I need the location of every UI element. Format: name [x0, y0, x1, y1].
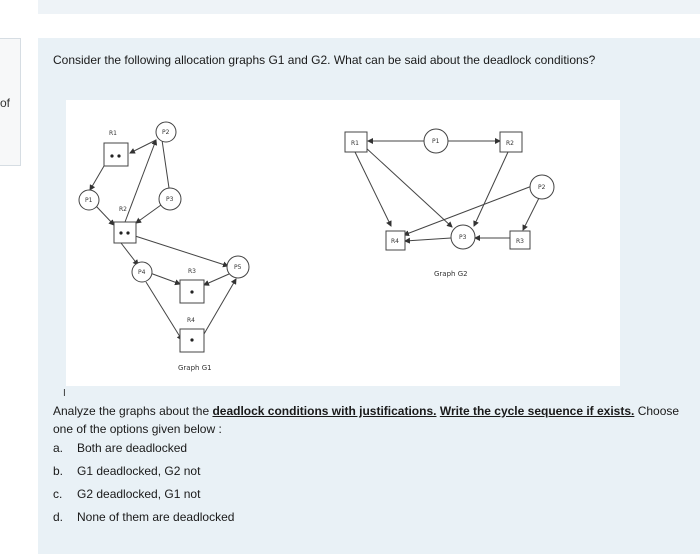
g1-edge-r4-p5	[204, 279, 236, 334]
top-strip	[38, 0, 700, 14]
allocation-graphs-svg	[66, 100, 620, 386]
g2-labels	[351, 138, 546, 278]
g1-caption: Graph G1	[178, 364, 212, 372]
graph-g2	[345, 129, 554, 250]
analyze-underlined-1: deadlock conditions with justifications.	[212, 404, 437, 418]
g1-edge-r1-p1	[90, 166, 104, 190]
g2-r2-label: R2	[506, 140, 514, 147]
g1-r1-label: R1	[109, 130, 117, 137]
g2-edge-r2-p3	[474, 152, 508, 226]
question-text: Consider the following allocation graphs G1 and G2. What can be said about the deadlock conditions?	[53, 53, 596, 67]
g2-edge-r1-p3	[365, 147, 452, 227]
g1-edge-p4-r3	[150, 273, 180, 284]
g1-edge-p4-r4	[146, 282, 182, 340]
option-d[interactable]	[53, 510, 234, 533]
option-text: None of them are deadlocked	[77, 510, 235, 524]
option-letter: b.	[53, 464, 64, 478]
option-c[interactable]	[53, 487, 234, 510]
g2-p3-label: P3	[459, 234, 467, 241]
analyze-suffix: Choose one of the options given below :	[53, 404, 680, 436]
g2-edge-p3-r4	[405, 238, 451, 241]
g1-r2-label: R2	[119, 206, 127, 213]
option-letter: d.	[53, 510, 64, 524]
g1-p5-label: P5	[234, 264, 242, 271]
g1-r4-label: R4	[187, 317, 195, 324]
g2-edge-r1-r4	[355, 152, 391, 226]
analyze-prefix: Analyze the graphs about the	[53, 404, 213, 418]
option-letter: c.	[53, 487, 63, 501]
g1-p1-label: P1	[85, 197, 93, 204]
g1-edge-p1-r2	[96, 206, 114, 225]
g2-p2-label: P2	[538, 184, 546, 191]
g1-edge-r2-p2	[125, 140, 156, 222]
g2-r4-label: R4	[391, 238, 399, 245]
g1-edge-r2-p4	[121, 243, 138, 265]
option-b[interactable]	[53, 464, 234, 487]
g1-p3-label: P3	[166, 196, 174, 203]
g1-edge-p2-p3-path	[162, 140, 169, 188]
g2-r1-label: R1	[351, 140, 359, 147]
analyze-underlined-2: Write the cycle sequence if exists.	[439, 404, 635, 418]
g1-p4-label: P4	[138, 269, 146, 276]
option-text: Both are deadlocked	[77, 441, 188, 455]
g2-caption: Graph G2	[434, 270, 468, 278]
allocation-graphs-figure	[66, 100, 620, 386]
g1-edge-p3-r2	[136, 205, 161, 223]
side-text: of	[0, 96, 11, 110]
analyze-instructions	[53, 402, 698, 438]
g1-edge-p5-r3	[204, 274, 229, 285]
g1-r2-box	[114, 222, 136, 243]
g1-r1-box	[104, 143, 128, 166]
text-cursor-icon: I	[63, 388, 66, 399]
option-text: G1 deadlocked, G2 not	[77, 464, 201, 478]
g1-r3-label: R3	[188, 268, 196, 275]
graph-g1	[79, 122, 249, 352]
g2-edge-p2-r3	[523, 198, 539, 230]
g2-r3-label: R3	[516, 238, 524, 245]
g2-p1-label: P1	[432, 138, 440, 145]
g1-edge-r2-p5	[132, 235, 228, 266]
options-list	[53, 441, 234, 533]
option-letter: a.	[53, 441, 64, 455]
g1-p2-label: P2	[162, 129, 170, 136]
option-text: G2 deadlocked, G1 not	[77, 487, 201, 501]
option-a[interactable]	[53, 441, 234, 464]
